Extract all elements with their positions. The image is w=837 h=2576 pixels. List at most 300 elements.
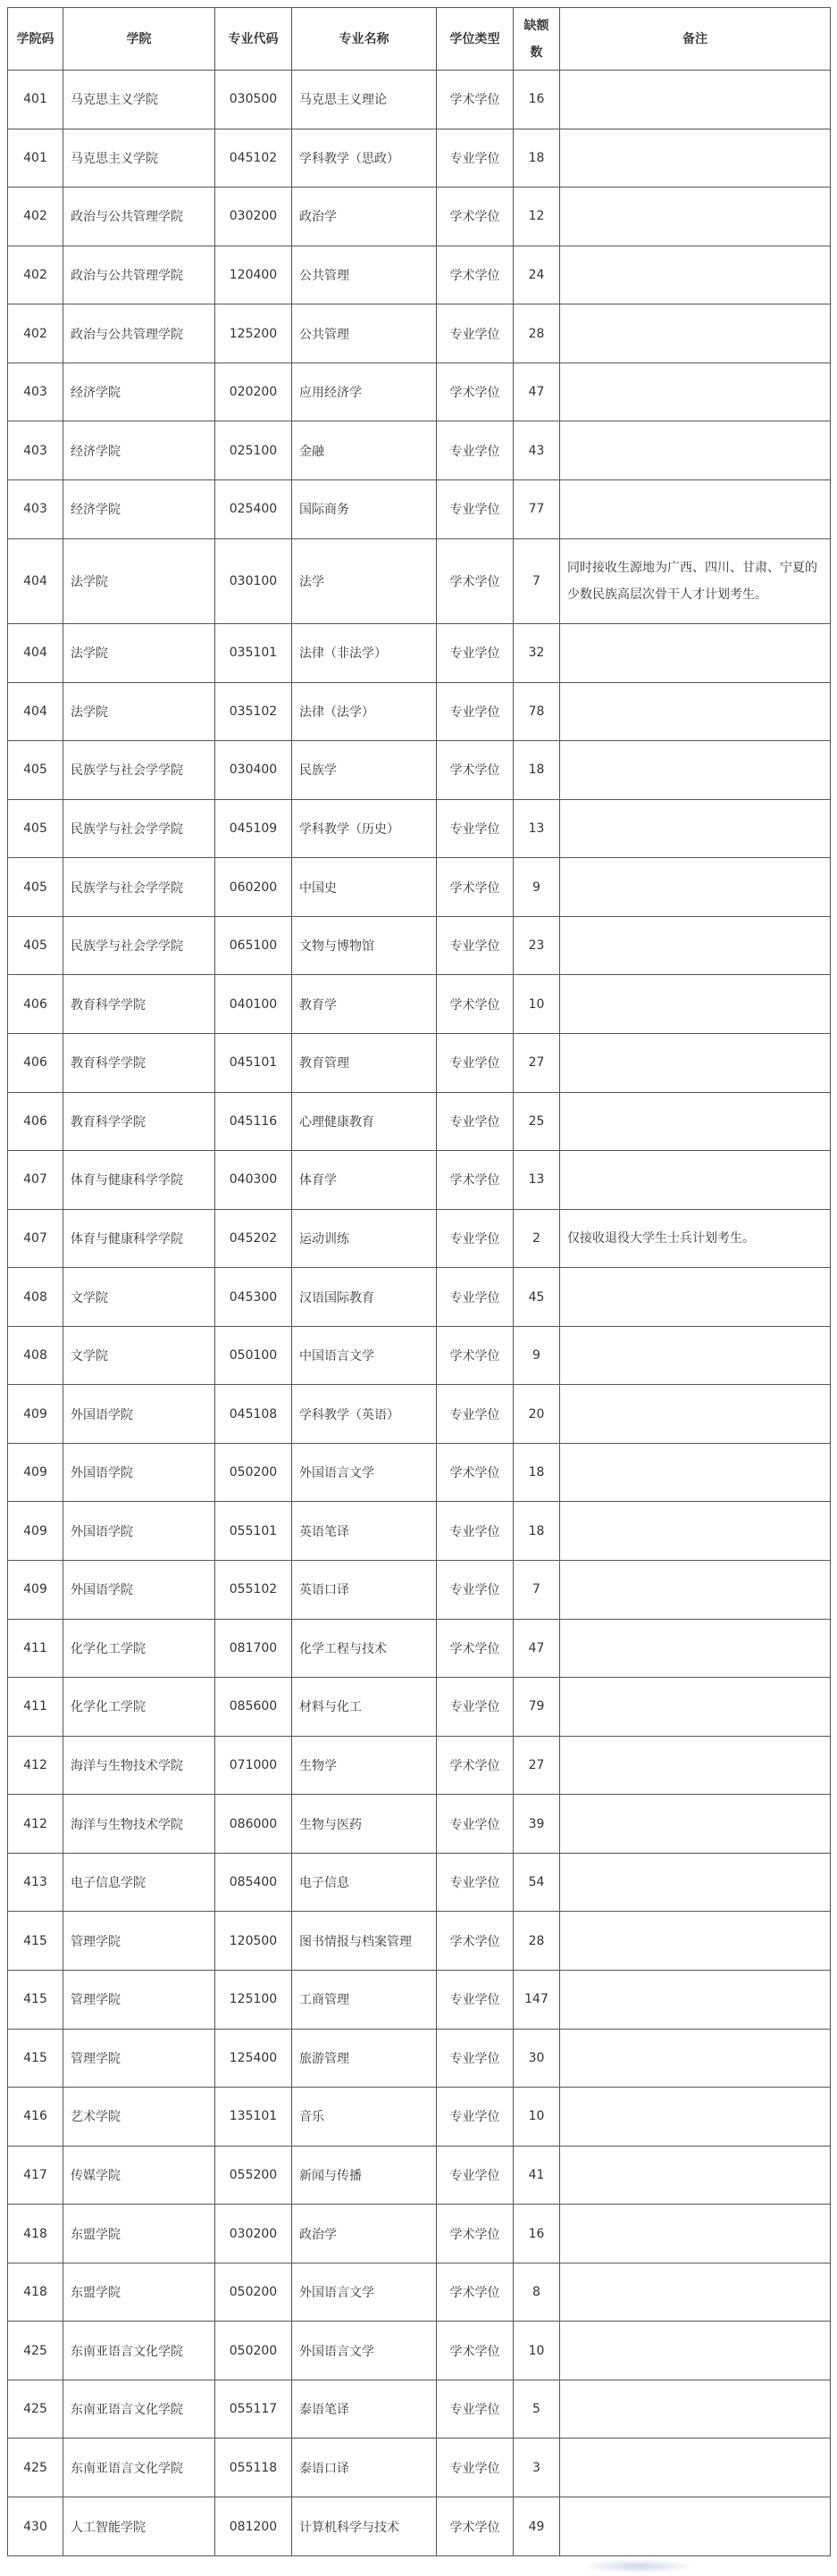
cell-college-code: 411 xyxy=(8,1619,63,1678)
cell-college-code: 425 xyxy=(8,2322,63,2380)
cell-college: 马克思主义学院 xyxy=(63,71,215,129)
cell-major-name: 外国语言文学 xyxy=(292,2322,437,2380)
cell-college: 民族学与社会学学院 xyxy=(63,916,215,975)
table-row xyxy=(8,624,831,683)
cell-shortage: 18 xyxy=(514,1443,560,1502)
cell-shortage: 10 xyxy=(514,2322,560,2380)
cell-major-name: 公共管理 xyxy=(292,246,437,304)
cell-college-code: 415 xyxy=(8,1970,63,2029)
cell-degree-type: 专业学位 xyxy=(437,1033,514,1092)
cell-degree-type: 学术学位 xyxy=(437,1151,514,1210)
cell-degree-type: 专业学位 xyxy=(437,1209,514,1268)
cell-remark xyxy=(560,479,831,538)
table-row xyxy=(8,2380,831,2438)
cell-college: 民族学与社会学学院 xyxy=(63,741,215,800)
cell-shortage: 147 xyxy=(514,1970,560,2029)
cell-major-name: 新闻与传播 xyxy=(292,2146,437,2205)
cell-college: 民族学与社会学学院 xyxy=(63,858,215,917)
header-row xyxy=(8,8,831,71)
cell-major-name: 国际商务 xyxy=(292,479,437,538)
cell-college: 外国语学院 xyxy=(63,1385,215,1444)
cell-remark xyxy=(560,1092,831,1151)
cell-remark xyxy=(560,858,831,917)
cell-degree-type: 专业学位 xyxy=(437,1970,514,2029)
cell-shortage: 13 xyxy=(514,799,560,858)
cell-shortage: 18 xyxy=(514,1502,560,1561)
cell-degree-type: 学术学位 xyxy=(437,2205,514,2263)
table-row xyxy=(8,1151,831,1210)
cell-degree-type: 专业学位 xyxy=(437,916,514,975)
cell-degree-type: 专业学位 xyxy=(437,2029,514,2088)
cell-major-code: 025100 xyxy=(215,421,292,480)
cell-degree-type: 专业学位 xyxy=(437,1795,514,1854)
cell-major-name: 生物学 xyxy=(292,1736,437,1795)
header-degree-type: 学位类型 xyxy=(437,8,514,71)
table-row xyxy=(8,2263,831,2322)
cell-degree-type: 学术学位 xyxy=(437,2322,514,2380)
cell-major-code: 081200 xyxy=(215,2497,292,2556)
cell-shortage: 77 xyxy=(514,479,560,538)
cell-shortage: 43 xyxy=(514,421,560,480)
decorative-smudge xyxy=(581,2559,697,2573)
cell-college: 化学化工学院 xyxy=(63,1619,215,1678)
cell-college-code: 401 xyxy=(8,129,63,188)
cell-shortage: 78 xyxy=(514,682,560,741)
table-row xyxy=(8,1561,831,1620)
cell-college: 管理学院 xyxy=(63,1970,215,2029)
cell-remark xyxy=(560,1912,831,1971)
cell-shortage: 79 xyxy=(514,1678,560,1737)
cell-college-code: 412 xyxy=(8,1736,63,1795)
cell-college: 教育科学学院 xyxy=(63,975,215,1034)
table-row xyxy=(8,129,831,188)
cell-college-code: 417 xyxy=(8,2146,63,2205)
cell-college-code: 425 xyxy=(8,2380,63,2438)
cell-major-code: 055200 xyxy=(215,2146,292,2205)
cell-remark xyxy=(560,421,831,480)
cell-college: 海洋与生物技术学院 xyxy=(63,1736,215,1795)
cell-college: 政治与公共管理学院 xyxy=(63,246,215,304)
cell-major-name: 应用经济学 xyxy=(292,363,437,421)
table-row xyxy=(8,2497,831,2556)
cell-major-code: 120400 xyxy=(215,246,292,304)
cell-remark xyxy=(560,916,831,975)
header-major-code: 专业代码 xyxy=(215,8,292,71)
cell-major-name: 文物与博物馆 xyxy=(292,916,437,975)
cell-major-name: 法律（非法学） xyxy=(292,624,437,683)
table-row xyxy=(8,2146,831,2205)
table-row xyxy=(8,479,831,538)
cell-degree-type: 专业学位 xyxy=(437,1678,514,1737)
cell-major-name: 泰语口译 xyxy=(292,2438,437,2497)
cell-degree-type: 专业学位 xyxy=(437,1502,514,1561)
cell-remark xyxy=(560,741,831,800)
cell-degree-type: 专业学位 xyxy=(437,2088,514,2147)
cell-college: 外国语学院 xyxy=(63,1502,215,1561)
cell-shortage: 28 xyxy=(514,1912,560,1971)
cell-college: 法学院 xyxy=(63,682,215,741)
cell-degree-type: 学术学位 xyxy=(437,2497,514,2556)
cell-degree-type: 专业学位 xyxy=(437,1385,514,1444)
cell-major-name: 金融 xyxy=(292,421,437,480)
cell-major-code: 020200 xyxy=(215,363,292,421)
cell-remark xyxy=(560,2497,831,2556)
cell-remark xyxy=(560,1385,831,1444)
cell-major-name: 马克思主义理论 xyxy=(292,71,437,129)
cell-college: 政治与公共管理学院 xyxy=(63,304,215,363)
cell-college: 东南亚语言文化学院 xyxy=(63,2322,215,2380)
cell-major-code: 055118 xyxy=(215,2438,292,2497)
cell-college-code: 406 xyxy=(8,1092,63,1151)
cell-major-name: 化学工程与技术 xyxy=(292,1619,437,1678)
cell-shortage: 27 xyxy=(514,1033,560,1092)
table-row xyxy=(8,1033,831,1092)
cell-major-code: 045108 xyxy=(215,1385,292,1444)
table-row xyxy=(8,799,831,858)
cell-major-name: 英语笔译 xyxy=(292,1502,437,1561)
header-remark: 备注 xyxy=(560,8,831,71)
cell-major-code: 081700 xyxy=(215,1619,292,1678)
cell-remark xyxy=(560,799,831,858)
cell-shortage: 47 xyxy=(514,363,560,421)
cell-shortage: 25 xyxy=(514,1092,560,1151)
cell-college: 体育与健康科学学院 xyxy=(63,1151,215,1210)
cell-major-code: 045102 xyxy=(215,129,292,188)
cell-major-name: 汉语国际教育 xyxy=(292,1268,437,1327)
cell-college-code: 403 xyxy=(8,479,63,538)
cell-major-name: 学科教学（历史） xyxy=(292,799,437,858)
table-row xyxy=(8,363,831,421)
cell-remark xyxy=(560,2322,831,2380)
cell-degree-type: 专业学位 xyxy=(437,2146,514,2205)
cell-college-code: 409 xyxy=(8,1385,63,1444)
cell-college: 艺术学院 xyxy=(63,2088,215,2147)
cell-shortage: 3 xyxy=(514,2438,560,2497)
cell-college: 传媒学院 xyxy=(63,2146,215,2205)
cell-major-code: 125100 xyxy=(215,1970,292,2029)
cell-college-code: 416 xyxy=(8,2088,63,2147)
cell-degree-type: 学术学位 xyxy=(437,246,514,304)
cell-shortage: 16 xyxy=(514,2205,560,2263)
cell-degree-type: 专业学位 xyxy=(437,1853,514,1912)
table-row xyxy=(8,2088,831,2147)
table-row xyxy=(8,71,831,129)
cell-college-code: 407 xyxy=(8,1209,63,1268)
table-row xyxy=(8,1795,831,1854)
cell-major-name: 音乐 xyxy=(292,2088,437,2147)
cell-major-name: 学科教学（英语） xyxy=(292,1385,437,1444)
cell-college-code: 409 xyxy=(8,1443,63,1502)
cell-remark xyxy=(560,624,831,683)
cell-college-code: 425 xyxy=(8,2438,63,2497)
cell-shortage: 18 xyxy=(514,129,560,188)
cell-degree-type: 学术学位 xyxy=(437,188,514,246)
cell-remark xyxy=(560,682,831,741)
cell-shortage: 5 xyxy=(514,2380,560,2438)
cell-college-code: 406 xyxy=(8,1033,63,1092)
cell-remark xyxy=(560,304,831,363)
cell-college: 经济学院 xyxy=(63,479,215,538)
cell-college: 东南亚语言文化学院 xyxy=(63,2438,215,2497)
cell-remark xyxy=(560,2088,831,2147)
cell-major-name: 旅游管理 xyxy=(292,2029,437,2088)
cell-remark xyxy=(560,2029,831,2088)
cell-remark xyxy=(560,975,831,1034)
cell-major-name: 中国史 xyxy=(292,858,437,917)
table-row xyxy=(8,538,831,624)
cell-shortage: 49 xyxy=(514,2497,560,2556)
table-row xyxy=(8,1209,831,1268)
cell-remark xyxy=(560,1561,831,1620)
cell-major-name: 法学 xyxy=(292,538,437,624)
cell-degree-type: 学术学位 xyxy=(437,2263,514,2322)
cell-college: 人工智能学院 xyxy=(63,2497,215,2556)
cell-shortage: 12 xyxy=(514,188,560,246)
cell-shortage: 28 xyxy=(514,304,560,363)
cell-major-code: 085400 xyxy=(215,1853,292,1912)
cell-major-name: 政治学 xyxy=(292,2205,437,2263)
cell-major-code: 125400 xyxy=(215,2029,292,2088)
cell-college: 外国语学院 xyxy=(63,1443,215,1502)
cell-shortage: 54 xyxy=(514,1853,560,1912)
table-row xyxy=(8,1619,831,1678)
cell-remark xyxy=(560,2146,831,2205)
cell-degree-type: 学术学位 xyxy=(437,538,514,624)
cell-degree-type: 学术学位 xyxy=(437,71,514,129)
cell-college: 民族学与社会学学院 xyxy=(63,799,215,858)
cell-remark xyxy=(560,129,831,188)
cell-degree-type: 学术学位 xyxy=(437,858,514,917)
cell-degree-type: 专业学位 xyxy=(437,1561,514,1620)
table-row xyxy=(8,1502,831,1561)
table-row xyxy=(8,858,831,917)
cell-shortage: 9 xyxy=(514,858,560,917)
cell-major-name: 工商管理 xyxy=(292,1970,437,2029)
cell-college-code: 405 xyxy=(8,741,63,800)
cell-college: 化学化工学院 xyxy=(63,1678,215,1737)
table-row xyxy=(8,975,831,1034)
cell-major-code: 086000 xyxy=(215,1795,292,1854)
cell-major-name: 泰语笔译 xyxy=(292,2380,437,2438)
cell-major-code: 045116 xyxy=(215,1092,292,1151)
cell-college-code: 408 xyxy=(8,1268,63,1327)
cell-remark xyxy=(560,1033,831,1092)
cell-major-name: 教育管理 xyxy=(292,1033,437,1092)
cell-college-code: 403 xyxy=(8,363,63,421)
cell-college: 法学院 xyxy=(63,538,215,624)
cell-major-name: 材料与化工 xyxy=(292,1678,437,1737)
cell-remark xyxy=(560,1795,831,1854)
cell-remark xyxy=(560,1853,831,1912)
cell-college: 马克思主义学院 xyxy=(63,129,215,188)
cell-major-code: 050200 xyxy=(215,1443,292,1502)
table-row xyxy=(8,421,831,480)
cell-college: 教育科学学院 xyxy=(63,1033,215,1092)
cell-remark xyxy=(560,1502,831,1561)
cell-shortage: 32 xyxy=(514,624,560,683)
cell-major-name: 外国语言文学 xyxy=(292,2263,437,2322)
table-row xyxy=(8,1912,831,1971)
cell-major-code: 045109 xyxy=(215,799,292,858)
cell-shortage: 2 xyxy=(514,1209,560,1268)
cell-degree-type: 专业学位 xyxy=(437,1268,514,1327)
cell-college: 文学院 xyxy=(63,1268,215,1327)
cell-shortage: 8 xyxy=(514,2263,560,2322)
cell-shortage: 27 xyxy=(514,1736,560,1795)
table-row xyxy=(8,1385,831,1444)
table-row xyxy=(8,1853,831,1912)
cell-college-code: 405 xyxy=(8,858,63,917)
cell-college: 东盟学院 xyxy=(63,2205,215,2263)
cell-remark xyxy=(560,1151,831,1210)
cell-shortage: 30 xyxy=(514,2029,560,2088)
cell-shortage: 7 xyxy=(514,538,560,624)
cell-major-code: 030400 xyxy=(215,741,292,800)
table-row xyxy=(8,304,831,363)
cell-college-code: 409 xyxy=(8,1561,63,1620)
cell-major-code: 045300 xyxy=(215,1268,292,1327)
cell-college-code: 430 xyxy=(8,2497,63,2556)
cell-college-code: 411 xyxy=(8,1678,63,1737)
table-row xyxy=(8,1326,831,1385)
cell-college-code: 404 xyxy=(8,682,63,741)
cell-major-name: 教育学 xyxy=(292,975,437,1034)
cell-major-code: 055117 xyxy=(215,2380,292,2438)
cell-degree-type: 专业学位 xyxy=(437,799,514,858)
table-row xyxy=(8,1092,831,1151)
cell-remark xyxy=(560,1970,831,2029)
cell-degree-type: 专业学位 xyxy=(437,624,514,683)
cell-major-name: 外国语言文学 xyxy=(292,1443,437,1502)
cell-remark xyxy=(560,363,831,421)
cell-college: 经济学院 xyxy=(63,421,215,480)
cell-shortage: 10 xyxy=(514,975,560,1034)
cell-college-code: 404 xyxy=(8,624,63,683)
cell-major-code: 045101 xyxy=(215,1033,292,1092)
cell-college-code: 406 xyxy=(8,975,63,1034)
cell-remark xyxy=(560,71,831,129)
cell-major-code: 045202 xyxy=(215,1209,292,1268)
cell-major-name: 生物与医药 xyxy=(292,1795,437,1854)
cell-major-name: 计算机科学与技术 xyxy=(292,2497,437,2556)
cell-shortage: 7 xyxy=(514,1561,560,1620)
cell-degree-type: 专业学位 xyxy=(437,682,514,741)
cell-remark xyxy=(560,1326,831,1385)
cell-remark xyxy=(560,188,831,246)
table-row xyxy=(8,741,831,800)
cell-remark xyxy=(560,2438,831,2497)
table-row xyxy=(8,188,831,246)
cell-shortage: 45 xyxy=(514,1268,560,1327)
cell-shortage: 47 xyxy=(514,1619,560,1678)
cell-college-code: 418 xyxy=(8,2205,63,2263)
cell-remark xyxy=(560,1678,831,1737)
table-row xyxy=(8,1268,831,1327)
cell-major-name: 运动训练 xyxy=(292,1209,437,1268)
cell-major-code: 050200 xyxy=(215,2263,292,2322)
header-major-name: 专业名称 xyxy=(292,8,437,71)
cell-college: 教育科学学院 xyxy=(63,1092,215,1151)
cell-degree-type: 专业学位 xyxy=(437,421,514,480)
cell-shortage: 23 xyxy=(514,916,560,975)
cell-major-code: 085600 xyxy=(215,1678,292,1737)
cell-remark xyxy=(560,1443,831,1502)
table-row xyxy=(8,246,831,304)
cell-shortage: 18 xyxy=(514,741,560,800)
cell-college: 东南亚语言文化学院 xyxy=(63,2380,215,2438)
cell-degree-type: 学术学位 xyxy=(437,1443,514,1502)
cell-degree-type: 专业学位 xyxy=(437,2438,514,2497)
cell-degree-type: 学术学位 xyxy=(437,1736,514,1795)
cell-shortage: 41 xyxy=(514,2146,560,2205)
cell-college: 管理学院 xyxy=(63,2029,215,2088)
cell-major-name: 学科教学（思政） xyxy=(292,129,437,188)
cell-major-code: 050100 xyxy=(215,1326,292,1385)
cell-degree-type: 专业学位 xyxy=(437,304,514,363)
cell-major-name: 政治学 xyxy=(292,188,437,246)
cell-degree-type: 学术学位 xyxy=(437,1326,514,1385)
cell-major-code: 125200 xyxy=(215,304,292,363)
cell-major-name: 图书情报与档案管理 xyxy=(292,1912,437,1971)
cell-major-code: 025400 xyxy=(215,479,292,538)
cell-shortage: 20 xyxy=(514,1385,560,1444)
cell-major-code: 120500 xyxy=(215,1912,292,1971)
cell-college-code: 401 xyxy=(8,71,63,129)
table-row xyxy=(8,2029,831,2088)
cell-major-code: 055102 xyxy=(215,1561,292,1620)
cell-degree-type: 专业学位 xyxy=(437,2380,514,2438)
cell-college-code: 413 xyxy=(8,1853,63,1912)
table-row xyxy=(8,2205,831,2263)
cell-major-name: 中国语言文学 xyxy=(292,1326,437,1385)
cell-major-code: 071000 xyxy=(215,1736,292,1795)
cell-shortage: 10 xyxy=(514,2088,560,2147)
cell-remark xyxy=(560,2380,831,2438)
cell-major-code: 030200 xyxy=(215,2205,292,2263)
cell-college: 政治与公共管理学院 xyxy=(63,188,215,246)
cell-major-name: 心理健康教育 xyxy=(292,1092,437,1151)
header-shortage: 缺额数 xyxy=(514,8,560,71)
cell-degree-type: 学术学位 xyxy=(437,1912,514,1971)
cell-major-code: 030200 xyxy=(215,188,292,246)
cell-degree-type: 专业学位 xyxy=(437,129,514,188)
cell-shortage: 24 xyxy=(514,246,560,304)
cell-college-code: 404 xyxy=(8,538,63,624)
cell-major-code: 135101 xyxy=(215,2088,292,2147)
cell-college: 经济学院 xyxy=(63,363,215,421)
cell-college-code: 405 xyxy=(8,916,63,975)
cell-college-code: 415 xyxy=(8,1912,63,1971)
cell-major-code: 055101 xyxy=(215,1502,292,1561)
cell-shortage: 39 xyxy=(514,1795,560,1854)
cell-college-code: 402 xyxy=(8,304,63,363)
cell-remark: 同时接收生源地为广西、四川、甘肃、宁夏的少数民族高层次骨干人才计划考生。 xyxy=(560,538,831,624)
table-body xyxy=(8,71,831,2556)
table-row xyxy=(8,916,831,975)
cell-major-code: 050200 xyxy=(215,2322,292,2380)
cell-remark xyxy=(560,246,831,304)
header-college-code: 学院码 xyxy=(8,8,63,71)
cell-college: 体育与健康科学学院 xyxy=(63,1209,215,1268)
cell-shortage: 16 xyxy=(514,71,560,129)
cell-major-name: 电子信息 xyxy=(292,1853,437,1912)
cell-major-code: 030100 xyxy=(215,538,292,624)
cell-remark xyxy=(560,1619,831,1678)
table-row xyxy=(8,2322,831,2380)
cell-college: 海洋与生物技术学院 xyxy=(63,1795,215,1854)
table-row xyxy=(8,1443,831,1502)
cell-college-code: 402 xyxy=(8,246,63,304)
